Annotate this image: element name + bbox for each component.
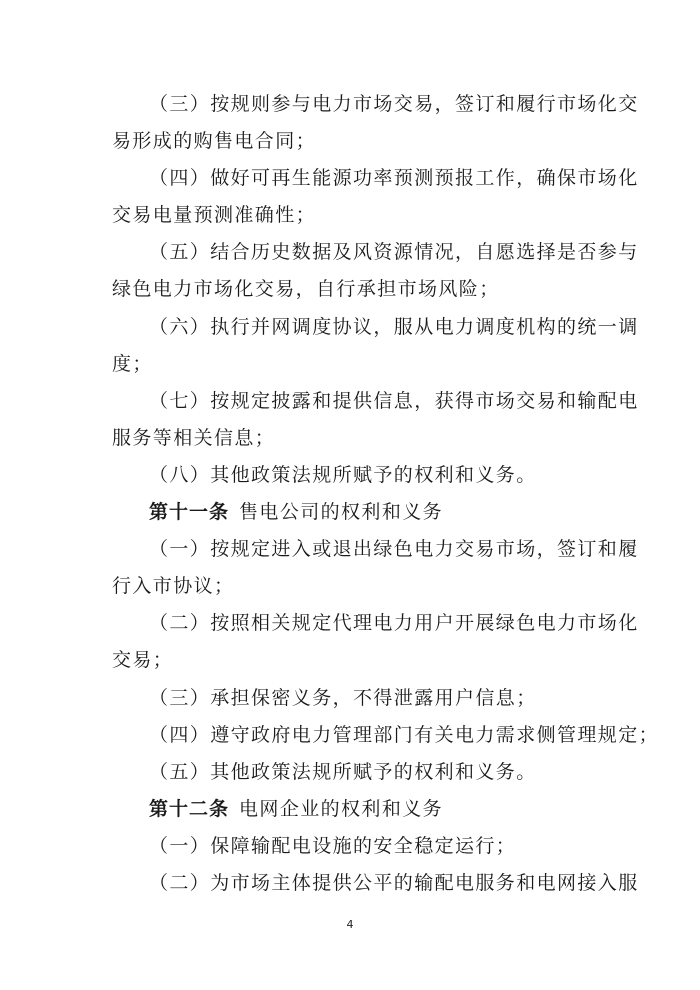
paragraph-line: （八）其他政策法规所赋予的权利和义务。 <box>149 463 537 486</box>
paragraph-line: （四）遵守政府电力管理部门有关电力需求侧管理规定； <box>149 723 660 746</box>
paragraph-line: （三）承担保密义务，不得泄露用户信息； <box>149 686 537 709</box>
document-body <box>112 86 660 902</box>
paragraph-line: （一）按规定进入或退出绿色电力交易市场，签订和履 <box>149 538 639 561</box>
article-title: 电网企业的权利和义务 <box>239 797 444 820</box>
article-title: 售电公司的权利和义务 <box>239 501 444 524</box>
paragraph-line: （七）按规定披露和提供信息，获得市场交易和输配电 <box>149 389 639 412</box>
paragraph-line: （五）其他政策法规所赋予的权利和义务。 <box>149 760 537 783</box>
paragraph-line: （三）按规则参与电力市场交易，签订和履行市场化交 <box>149 93 639 115</box>
page-number: 4 <box>346 918 354 931</box>
paragraph-line: （二）按照相关规定代理电力用户开展绿色电力市场化 <box>149 612 639 635</box>
paragraph-line: （二）为市场主体提供公平的输配电服务和电网接入服 <box>149 871 639 894</box>
paragraph-line: 服务等相关信息； <box>112 426 276 449</box>
article-number: 第十二条 <box>149 797 230 820</box>
paragraph-line: 度； <box>112 352 153 375</box>
paragraph-line: 绿色电力市场化交易，自行承担市场风险； <box>112 278 500 301</box>
paragraph-line: 易形成的购售电合同； <box>112 130 317 153</box>
paragraph-line: 交易电量预测准确性； <box>112 204 317 227</box>
paragraph-line: （一）保障输配电设施的安全稳定运行； <box>149 834 517 857</box>
article-heading <box>112 494 602 531</box>
paragraph-line: 行入市协议； <box>112 575 235 598</box>
paragraph-line: （六）执行并网调度协议，服从电力调度机构的统一调 <box>149 315 639 338</box>
article-number: 第十一条 <box>149 501 230 524</box>
paragraph-line: 交易； <box>112 649 174 672</box>
article-heading <box>112 791 602 828</box>
paragraph-line: （四）做好可再生能源功率预测预报工作，确保市场化 <box>149 167 639 190</box>
paragraph-line: （五）结合历史数据及风资源情况，自愿选择是否参与 <box>149 241 639 264</box>
